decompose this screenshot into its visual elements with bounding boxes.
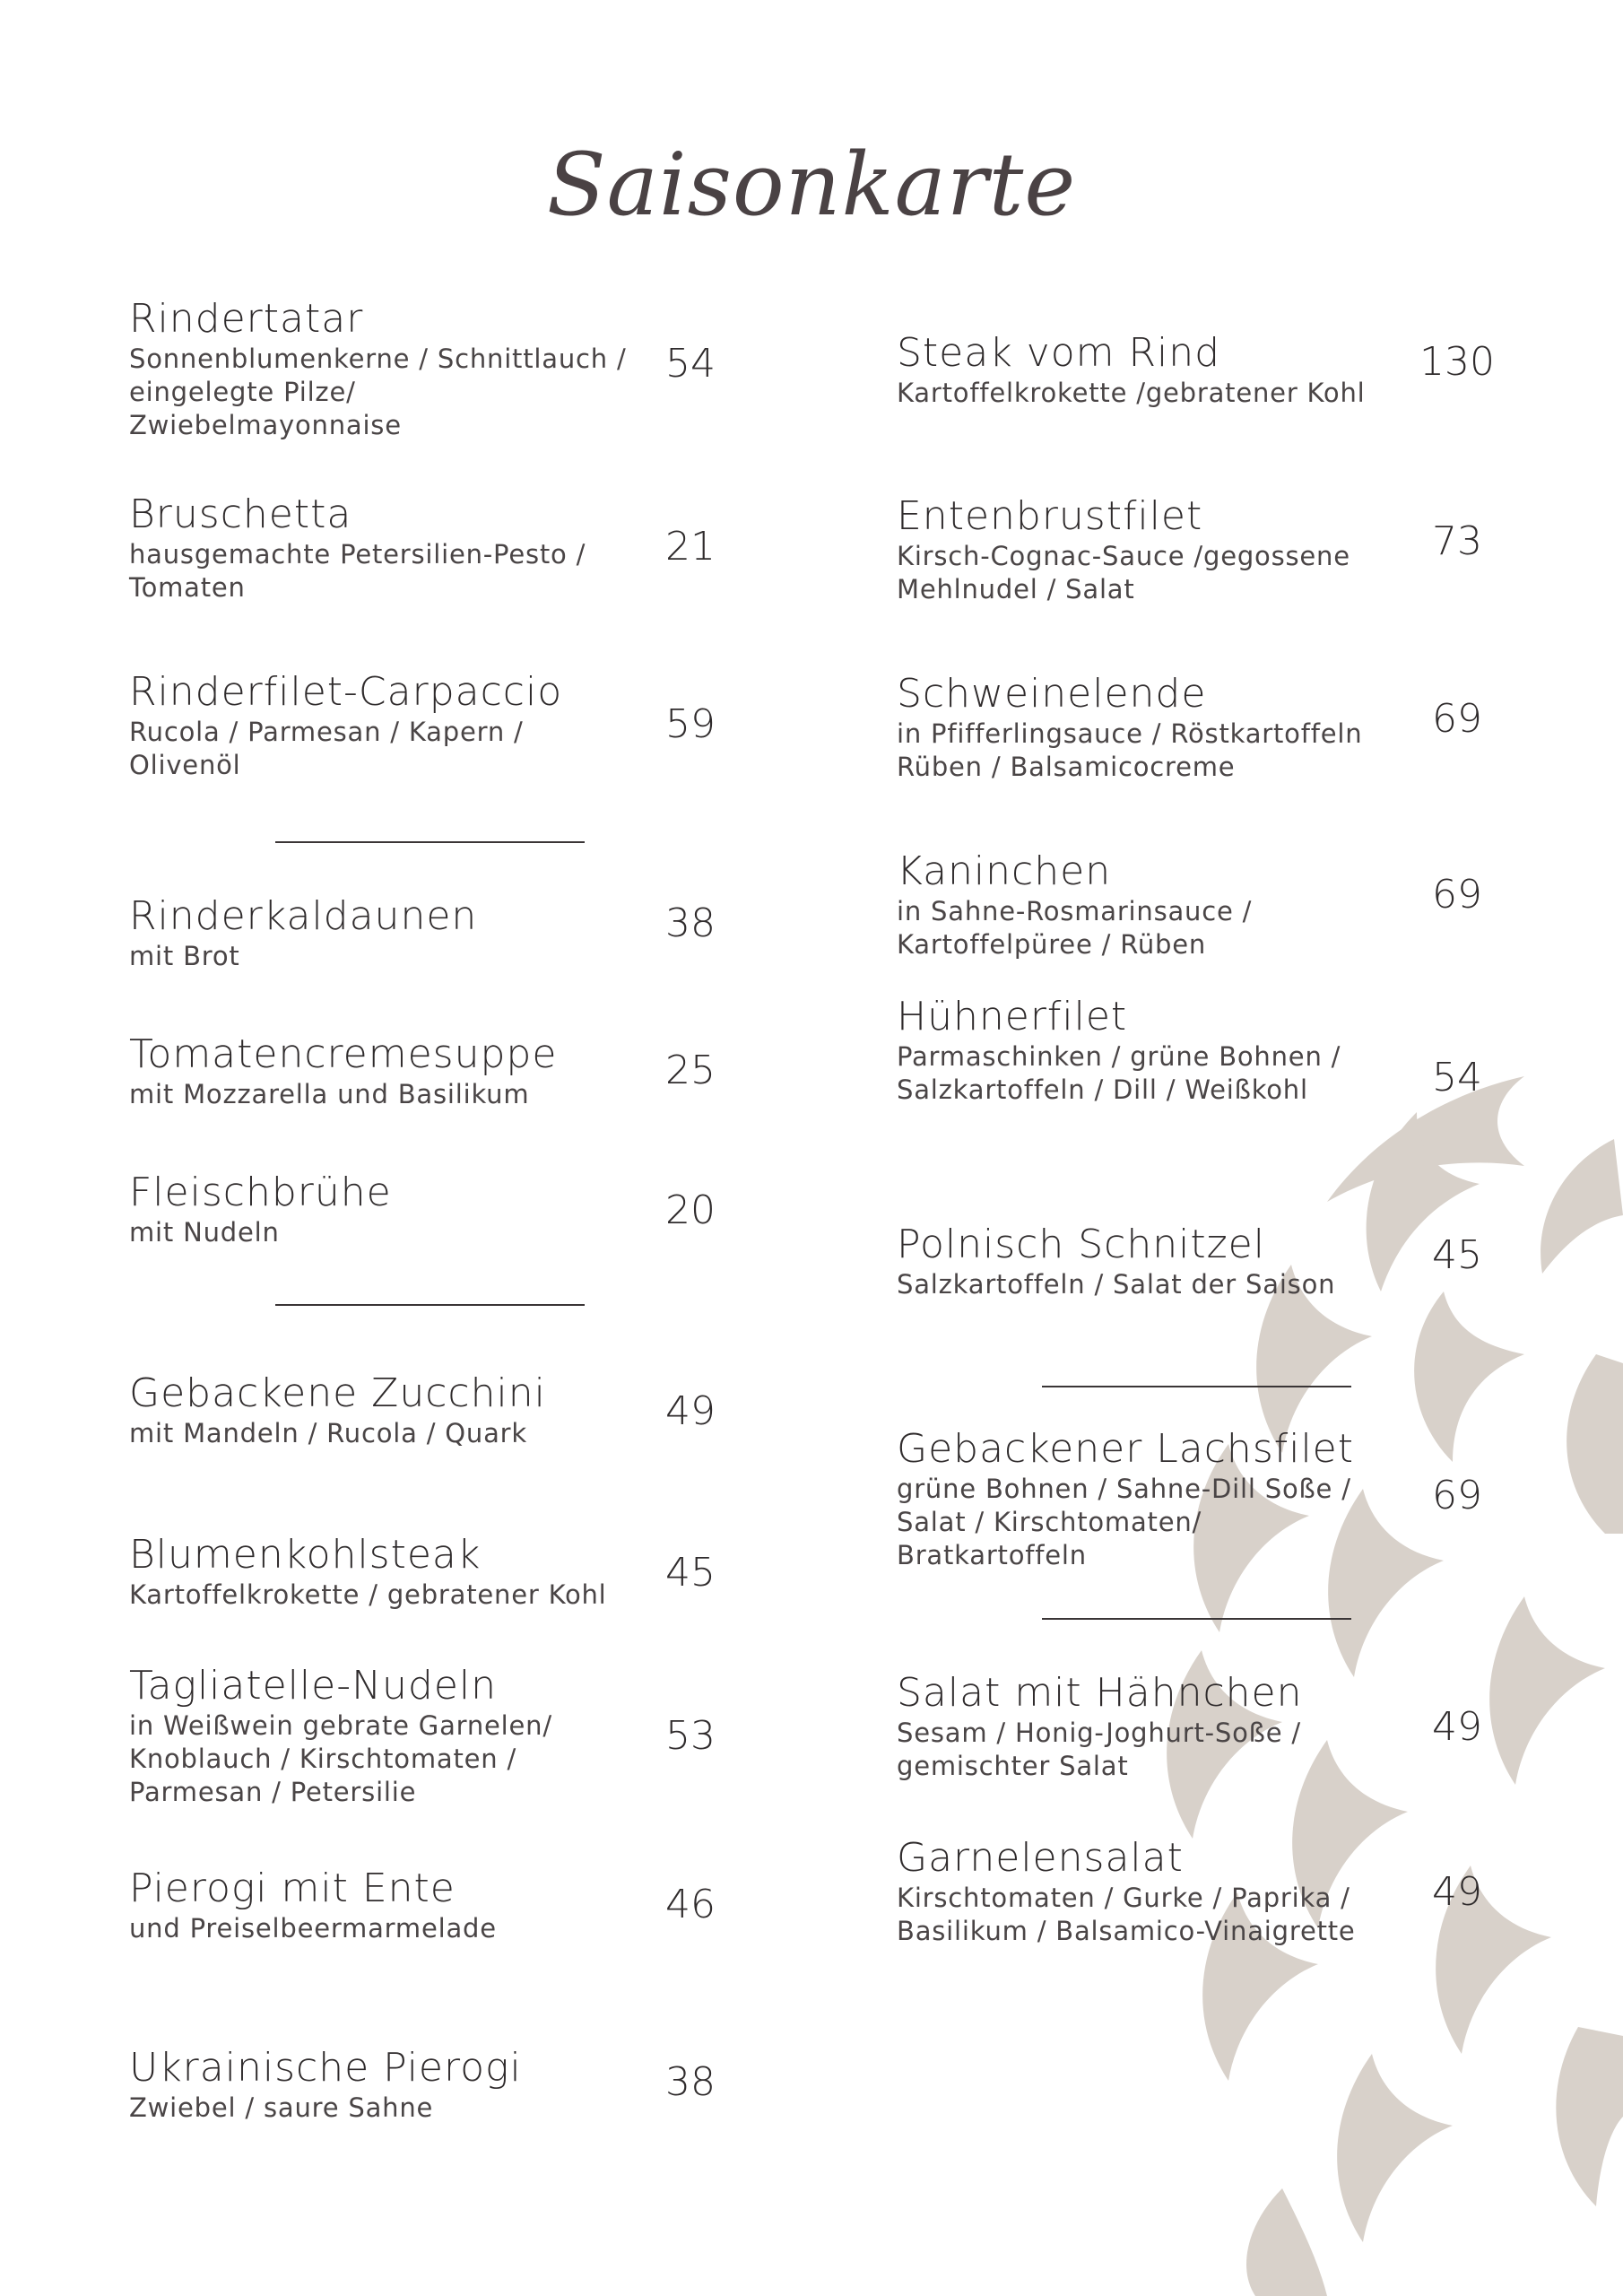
item-name: Kaninchen	[897, 848, 1112, 894]
item-desc: mit Brot	[129, 941, 240, 971]
item-price: 49	[665, 1388, 716, 1434]
menu-item-fleischbruehe	[129, 1170, 631, 1249]
item-desc: Salzkartoffeln / Salat der Saison	[897, 1269, 1336, 1300]
menu-item-rinderfilet-carpaccio	[129, 669, 631, 782]
item-name: Ukrainische Pierogi	[129, 2045, 522, 2091]
item-price: 46	[665, 1882, 716, 1927]
item-price: 69	[1432, 1473, 1482, 1518]
item-name: Bruschetta	[129, 491, 352, 537]
menu-item-rinderkaldaunen	[129, 893, 631, 973]
item-desc: Sonnenblumenkerne / Schnittlauch / eingelegte Pilze/ Zwiebelmayonnaise	[129, 344, 627, 440]
item-desc: Kirsch-Cognac-Sauce /gegossene Mehlnudel / Salat	[897, 541, 1350, 604]
item-desc: Parmaschinken / grüne Bohnen / Salzkartoffeln / Dill / Weißkohl	[897, 1041, 1341, 1105]
menu-item-gebackene-zucchini	[129, 1370, 631, 1450]
item-price: 54	[665, 341, 716, 387]
item-name: Gebackene Zucchini	[129, 1370, 546, 1416]
item-desc: und Preiselbeermarmelade	[129, 1913, 497, 1944]
item-name: Polnisch Schnitzel	[897, 1222, 1265, 1267]
menu-item-pierogi-mit-ente	[129, 1866, 631, 1945]
item-name: Schweinelende	[897, 671, 1207, 717]
menu-item-gebackener-lachsfilet	[897, 1426, 1399, 1572]
item-name: Rinderkaldaunen	[129, 893, 478, 939]
menu-item-tagliatelle-nudeln	[129, 1663, 631, 1809]
item-desc: in Pfifferlingsauce / Röstkartoffeln Rüben / Balsamicocreme	[897, 718, 1363, 782]
item-price: 25	[665, 1048, 716, 1093]
menu-item-kaninchen	[897, 848, 1399, 961]
item-price: 69	[1432, 872, 1482, 918]
menu-item-rindertatar	[129, 296, 631, 442]
item-name: Pierogi mit Ente	[129, 1866, 456, 1911]
item-price: 54	[1432, 1055, 1482, 1100]
item-price: 38	[665, 2059, 716, 2105]
item-price: 38	[665, 900, 716, 946]
menu-item-schweinelende	[897, 671, 1399, 784]
item-name: Garnelensalat	[897, 1835, 1184, 1881]
item-name: Entenbrustfilet	[897, 493, 1203, 539]
item-desc: mit Mozzarella und Basilikum	[129, 1079, 530, 1109]
item-name: Tagliatelle-Nudeln	[129, 1663, 498, 1709]
item-name: Rindertatar	[129, 296, 364, 342]
item-name: Blumenkohlsteak	[129, 1532, 482, 1578]
item-name: Fleischbrühe	[129, 1170, 392, 1215]
menu-item-polnisch-schnitzel	[897, 1222, 1399, 1301]
item-name: Tomatencremesuppe	[129, 1031, 558, 1077]
item-desc: Rucola / Parmesan / Kapern / Olivenöl	[129, 717, 524, 780]
item-price: 69	[1432, 696, 1482, 742]
section-divider	[1042, 1618, 1351, 1620]
menu-item-blumenkohlsteak	[129, 1532, 631, 1612]
item-name: Hühnerfilet	[897, 994, 1128, 1039]
item-name: Rinderfilet-Carpaccio	[129, 669, 563, 715]
item-price: 73	[1432, 518, 1482, 564]
item-desc: Sesam / Honig-Joghurt-Soße / gemischter Salat	[897, 1718, 1301, 1781]
menu-item-bruschetta	[129, 491, 631, 604]
item-desc: in Weißwein gebrate Garnelen/ Knoblauch / Kirschtomaten / Parmesan / Petersilie	[129, 1710, 552, 1807]
item-price: 21	[665, 524, 716, 570]
item-desc: Kirschtomaten / Gurke / Paprika / Basilikum / Balsamico-Vinaigrette	[897, 1883, 1356, 1946]
item-name: Gebackener Lachsfilet	[897, 1426, 1355, 1472]
page-title: Saisonkarte	[546, 135, 1077, 235]
item-desc: Zwiebel / saure Sahne	[129, 2092, 434, 2123]
section-divider	[275, 1304, 585, 1306]
item-price: 20	[665, 1187, 716, 1233]
item-name: Salat mit Hähnchen	[897, 1670, 1303, 1716]
section-divider	[275, 841, 585, 843]
item-desc: Kartoffelkrokette / gebratener Kohl	[129, 1579, 607, 1610]
menu-item-salat-mit-haehnchen	[897, 1670, 1399, 1783]
menu-item-ukrainische-pierogi	[129, 2045, 631, 2125]
section-divider	[1042, 1386, 1351, 1387]
menu-item-tomatencremesuppe	[129, 1031, 631, 1111]
item-price: 49	[1432, 1869, 1482, 1915]
item-price: 59	[665, 701, 716, 747]
item-desc: hausgemachte Petersilien-Pesto / Tomaten	[129, 539, 586, 603]
item-desc: mit Nudeln	[129, 1217, 280, 1248]
item-name: Steak vom Rind	[897, 330, 1221, 376]
menu-item-steak-vom-rind	[897, 330, 1399, 410]
menu-item-huehnerfilet	[897, 994, 1399, 1107]
item-price: 45	[1432, 1232, 1482, 1278]
item-desc: mit Mandeln / Rucola / Quark	[129, 1418, 528, 1448]
item-desc: grüne Bohnen / Sahne-Dill Soße / Salat / Kirschtomaten/ Bratkartoffeln	[897, 1474, 1351, 1570]
item-desc: Kartoffelkrokette /gebratener Kohl	[897, 378, 1366, 408]
item-price: 130	[1419, 339, 1495, 385]
item-price: 45	[665, 1550, 716, 1596]
item-price: 53	[665, 1713, 716, 1759]
item-desc: in Sahne-Rosmarinsauce / Kartoffelpüree / Rüben	[897, 896, 1253, 960]
menu-item-garnelensalat	[897, 1835, 1399, 1948]
menu-item-entenbrustfilet	[897, 493, 1399, 606]
item-price: 49	[1432, 1704, 1482, 1750]
